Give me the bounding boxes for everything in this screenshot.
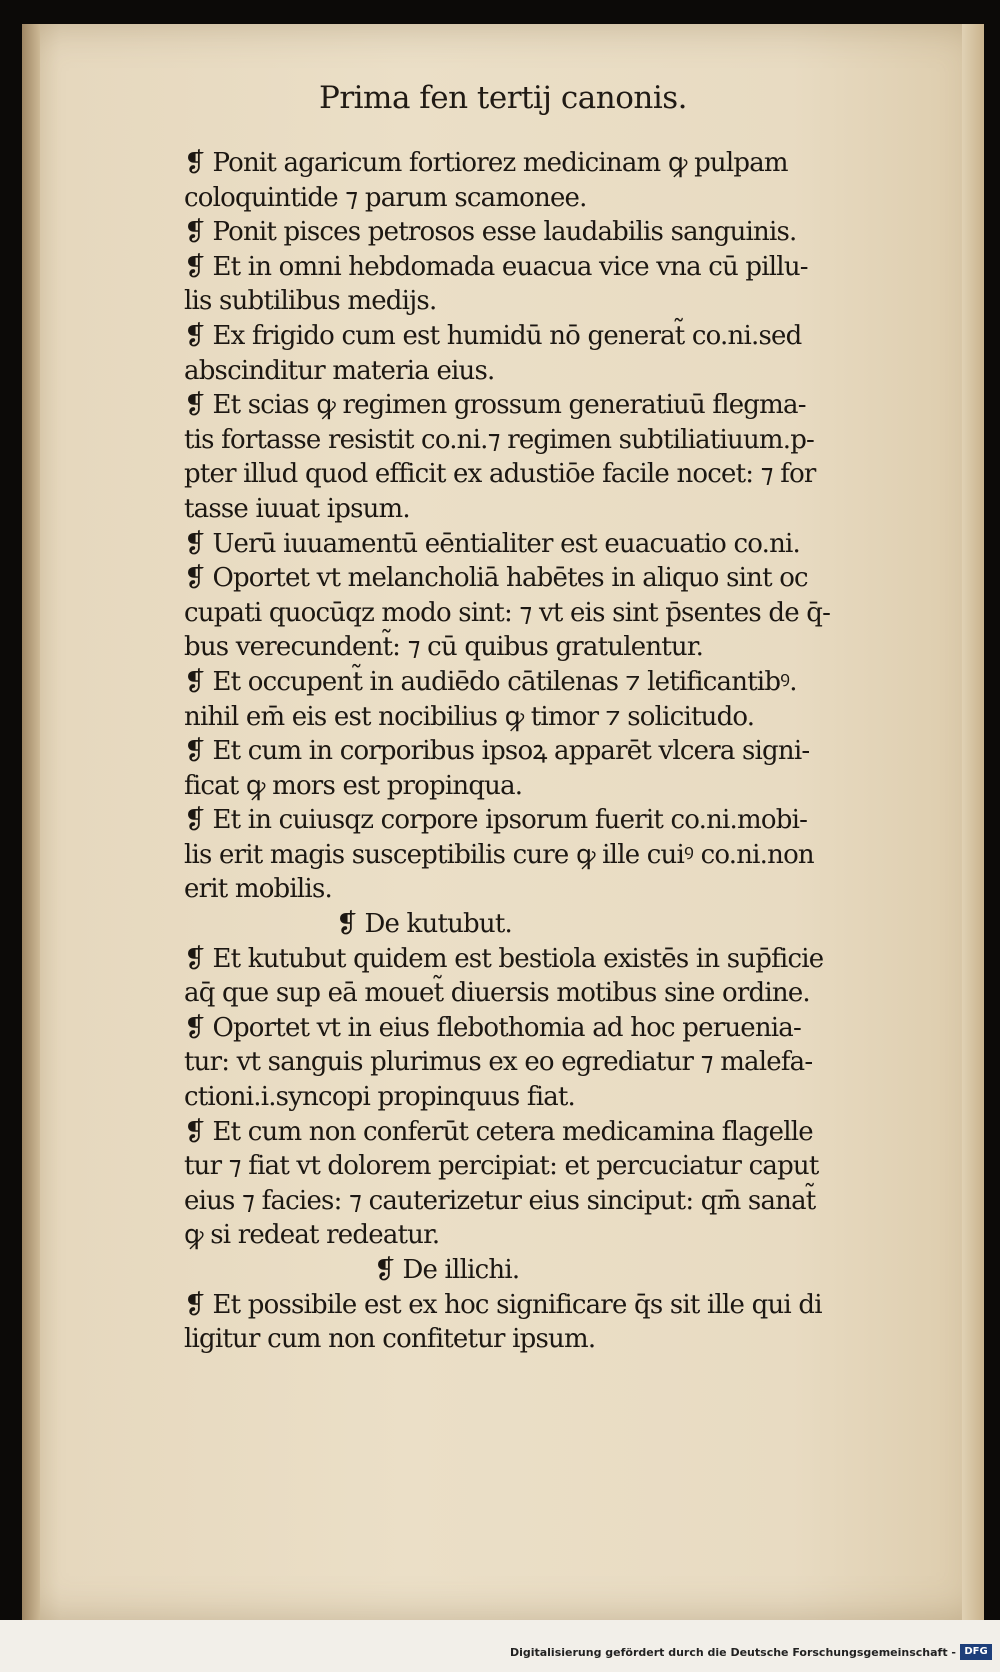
text-line: ❡ Et kutubut quidem est bestiola existēs in sup̄ficie — [184, 943, 824, 974]
text-line: ctioni.i.syncopi propinquus fiat. — [184, 1082, 576, 1113]
text-line: nihil em̄ eis est nocibilius ꝙ timor ⁊ solicitudo. — [184, 701, 755, 732]
page-gutter — [22, 24, 40, 1620]
text-line: tis fortasse resistit co.ni.⁊ regimen subtiliatiuum.p- — [184, 424, 815, 455]
text-line: ❡ Et in omni hebdomada euacua vice vna cū pillu- — [184, 251, 808, 282]
text-line: ❡ De kutubut. — [336, 909, 512, 940]
text-line: ❡ Ponit pisces petrosos esse laudabilis sanguinis. — [184, 217, 797, 248]
footer-bar — [0, 1640, 1000, 1672]
text-line: tur: vt sanguis plurimus ex eo egrediatur ⁊ malefa- — [184, 1047, 813, 1078]
text-line: lis erit magis susceptibilis cure ꝙ ille cuiꝰ co.ni.non — [184, 839, 814, 870]
text-line: ❡ Uerū iuuamentū eēntialiter est euacuatio co.ni. — [184, 528, 800, 559]
text-line: erit mobilis. — [184, 874, 332, 905]
text-line: ❡ Ponit agaricum fortiorez medicinam ꝙ pulpam — [184, 148, 788, 178]
digitization-credit: Digitalisierung gefördert durch die Deutsche Forschungsgemeinschaft - — [509, 1646, 956, 1659]
book-page — [22, 24, 984, 1620]
text-line: tur ⁊ fiat vt dolorem percipiat: et percuciatur caput — [184, 1151, 819, 1182]
running-title: Prima fen tertij canonis. — [318, 80, 688, 116]
text-block — [184, 146, 964, 1357]
text-line: abscinditur materia eius. — [184, 355, 495, 386]
text-line: ❡ Et occupent̃ in audiēdo cātilenas ⁊ letificantibꝰ. — [184, 666, 797, 697]
text-line: ꝙ si redeat redeatur. — [184, 1220, 440, 1251]
text-line: bus verecundent̃: ⁊ cū quibus gratulentur. — [184, 632, 704, 663]
dfg-logo: DFG — [960, 1644, 992, 1660]
text-line: ❡ Et in cuiusqz corpore ipsorum fuerit co.ni.mobi- — [184, 805, 808, 836]
text-line: lis subtilibus medijs. — [184, 286, 437, 317]
text-line: pter illud quod efficit ex adustiōe facile nocet: ⁊ for — [184, 459, 816, 490]
text-line: aq̄ que sup eā mouet̃ diuersis motibus sine ordine. — [184, 978, 810, 1009]
text-line: ❡ Ex frigido cum est humidū nō generat̃ co.ni.sed — [184, 320, 802, 351]
text-line: cupati quocūqz modo sint: ⁊ vt eis sint p̄sentes de q̄- — [184, 597, 831, 628]
text-line: ❡ Et possibile est ex hoc significare q̄s sit ille qui di — [184, 1289, 822, 1320]
text-line: ❡ Et cum non conferūt cetera medicamina flagelle — [184, 1116, 813, 1147]
text-line: ❡ De illichi. — [374, 1255, 520, 1285]
text-line: ❡ Et scias ꝙ regimen grossum generatiuū flegma- — [184, 390, 806, 421]
text-line: tasse iuuat ipsum. — [184, 493, 410, 524]
page-edge — [962, 24, 984, 1620]
text-line: ❡ Oportet vt in eius flebothomia ad hoc peruenia- — [184, 1012, 801, 1043]
text-line: eius ⁊ facies: ⁊ cauterizetur eius sinciput: qm̄ sanat̃ — [184, 1185, 816, 1216]
text-line: ficat ꝙ mors est propinqua. — [184, 770, 523, 801]
text-line: ❡ Oportet vt melancholiā habētes in aliquo sint oc — [184, 563, 808, 594]
text-line: ligitur cum non confitetur ipsum. — [184, 1324, 596, 1355]
text-line: coloquintide ⁊ parum scamonee. — [184, 182, 587, 213]
text-line: ❡ Et cum in corporibus ipsoꝝ apparēt vlcera signi- — [184, 736, 810, 767]
